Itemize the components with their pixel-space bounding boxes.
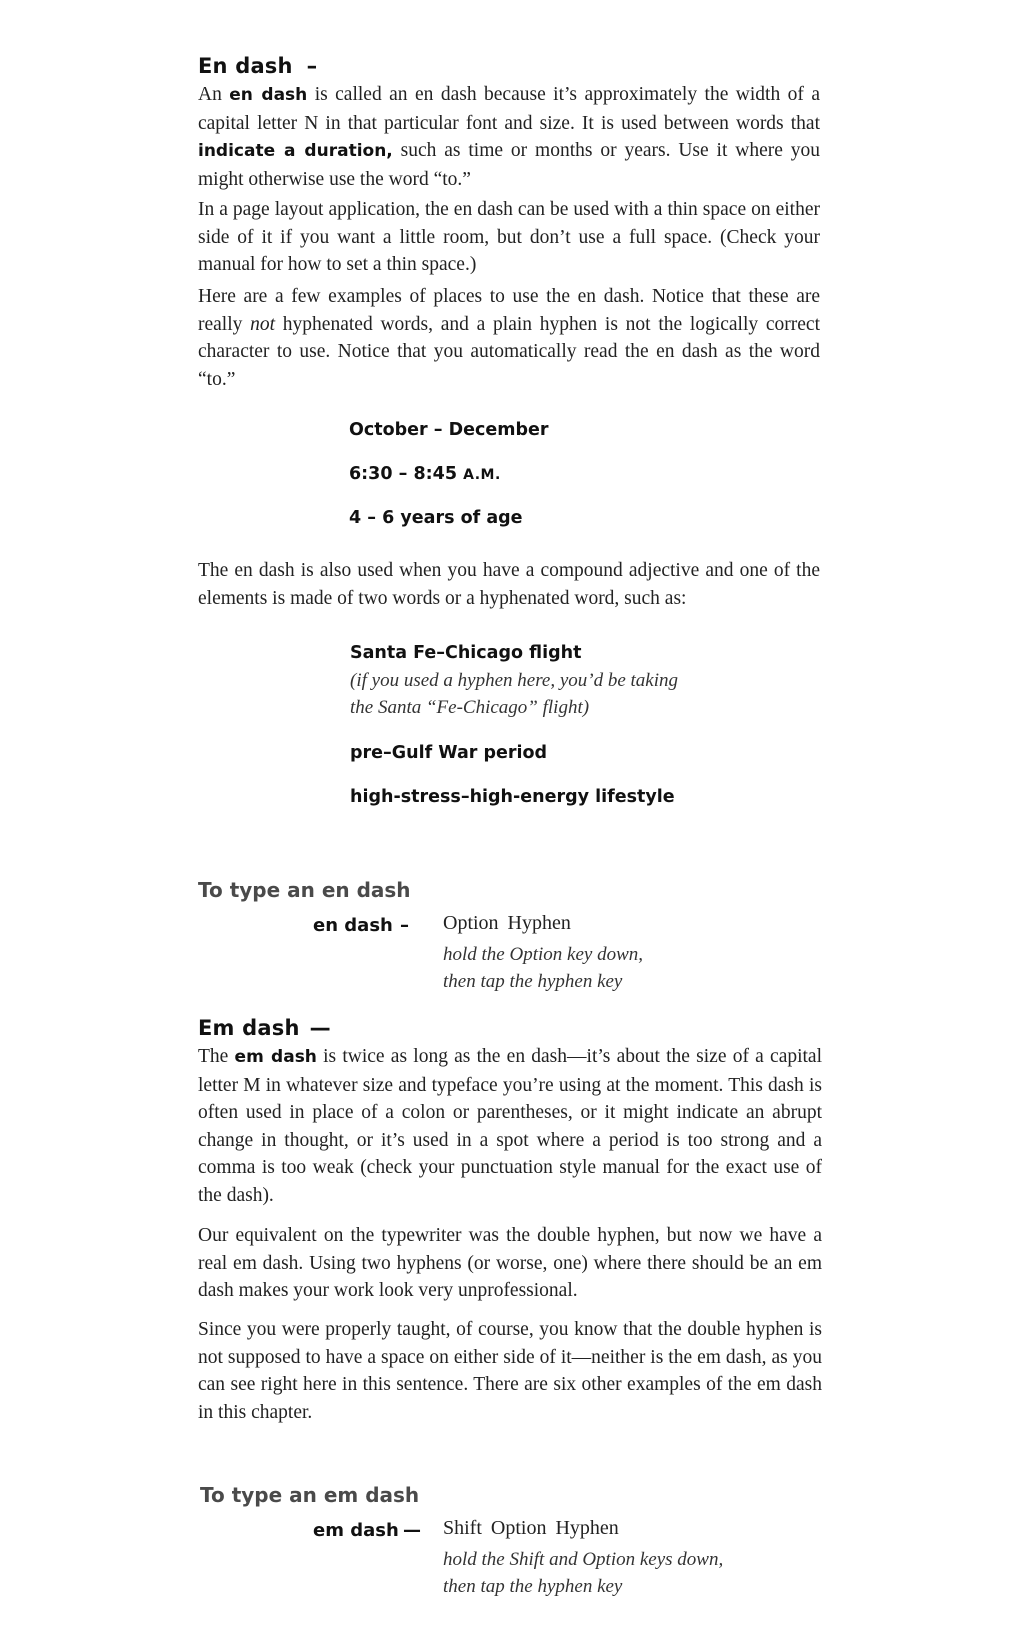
compound-example-note-line-1: (if you used a hyphen here, you’d be taking bbox=[350, 670, 679, 691]
text-run: is twice as long as the en dash—it’s about the size of a capital letter M in whatever size and typeface you’re using at the moment. This dash is often used in place of a colon or parentheses, or it might indicate an abrupt change in thought, or it’s used in a spot where a period is too strong and a comma is too weak (check your punctuation style manual for the exact use of the dash). bbox=[198, 1046, 823, 1206]
text-run: An bbox=[198, 84, 230, 105]
type-en-dash-glyph: – bbox=[400, 915, 409, 936]
type-en-dash-instruction-line-1: hold the Option key down, bbox=[443, 944, 643, 965]
term-en-dash: en dash bbox=[229, 85, 308, 105]
text-run: is called an en dash because it’s approximately the width of a capital letter N in that particular font and size. It is used between words that bbox=[198, 84, 820, 134]
type-en-dash-keys: Option Hyphen bbox=[443, 912, 571, 934]
en-dash-paragraph-4: The en dash is also used when you have a compound adjective and one of the elements is made of two words or a hyphenated word, such as: bbox=[198, 560, 820, 609]
em-dash-paragraph-3: Since you were properly taught, of course, you know that the double hyphen is not supposed to have a space on either side of it—neither is the em dash, as you can see right here in this sentence. There are six other examples of the em dash in this chapter. bbox=[198, 1319, 822, 1423]
type-en-dash-heading: To type an en dash bbox=[198, 878, 411, 902]
en-dash-paragraph-3 bbox=[198, 283, 820, 393]
compound-example-gulf-war: pre–Gulf War period bbox=[350, 743, 548, 763]
compound-example-lifestyle: high-stress–high-energy lifestyle bbox=[350, 787, 675, 807]
type-en-dash-instruction-line-2: then tap the hyphen key bbox=[443, 971, 623, 992]
type-en-dash-label: en dash bbox=[313, 915, 393, 936]
example-time-suffix: A.M. bbox=[463, 467, 501, 483]
en-dash-heading bbox=[198, 54, 317, 78]
em-dash-heading-text: Em dash bbox=[198, 1016, 300, 1040]
em-dash-heading bbox=[198, 1016, 331, 1040]
em-dash-heading-glyph: — bbox=[309, 1016, 331, 1040]
text-run: The bbox=[198, 1046, 235, 1067]
en-dash-heading-text: En dash bbox=[198, 54, 293, 78]
type-em-dash-keys: Shift Option Hyphen bbox=[443, 1517, 619, 1539]
text-run: such as time or months or years. Use it where you might otherwise use the word “to.” bbox=[198, 140, 820, 190]
en-dash-paragraph-2: In a page layout application, the en dash can be used with a thin space on either side of it if you want a little room, but don’t use a full space. (Check your manual for how to set a thin space.) bbox=[198, 199, 820, 275]
example-time bbox=[349, 464, 501, 484]
en-dash-paragraph-1 bbox=[198, 81, 820, 193]
type-em-dash-heading: To type an em dash bbox=[200, 1483, 420, 1507]
type-em-dash-instruction-line-1: hold the Shift and Option keys down, bbox=[443, 1549, 724, 1570]
emphasis-duration: indicate a duration, bbox=[198, 141, 393, 161]
en-dash-heading-glyph: – bbox=[306, 54, 318, 78]
text-run: hyphenated words, and a plain hyphen is not the logically correct character to use. Notice that you automatically read the en dash as the word “to.” bbox=[198, 313, 820, 390]
type-em-dash-instruction-line-2: then tap the hyphen key bbox=[443, 1576, 623, 1597]
example-time-range: 6:30 – 8:45 bbox=[349, 464, 464, 484]
type-em-dash-glyph: — bbox=[403, 1520, 421, 1541]
em-dash-paragraph-2: Our equivalent on the typewriter was the double hyphen, but now we have a real em dash. Using two hyphens (or worse, one) where there should be an em dash makes your work look very unprofessional. bbox=[198, 1225, 822, 1301]
example-ages: 4 – 6 years of age bbox=[349, 508, 523, 528]
emphasis-not: not bbox=[250, 313, 276, 335]
term-em-dash: em dash bbox=[234, 1047, 317, 1067]
text-run: Here are a few examples of places to use the en dash. Notice that these are really bbox=[198, 286, 820, 335]
compound-example-note-line-2: the Santa “Fe-Chicago” flight) bbox=[350, 697, 590, 718]
em-dash-paragraph-1 bbox=[198, 1043, 822, 1209]
compound-example-santa-fe: Santa Fe–Chicago flight bbox=[350, 643, 582, 663]
example-months: October – December bbox=[349, 420, 549, 440]
type-em-dash-label: em dash bbox=[313, 1520, 399, 1541]
